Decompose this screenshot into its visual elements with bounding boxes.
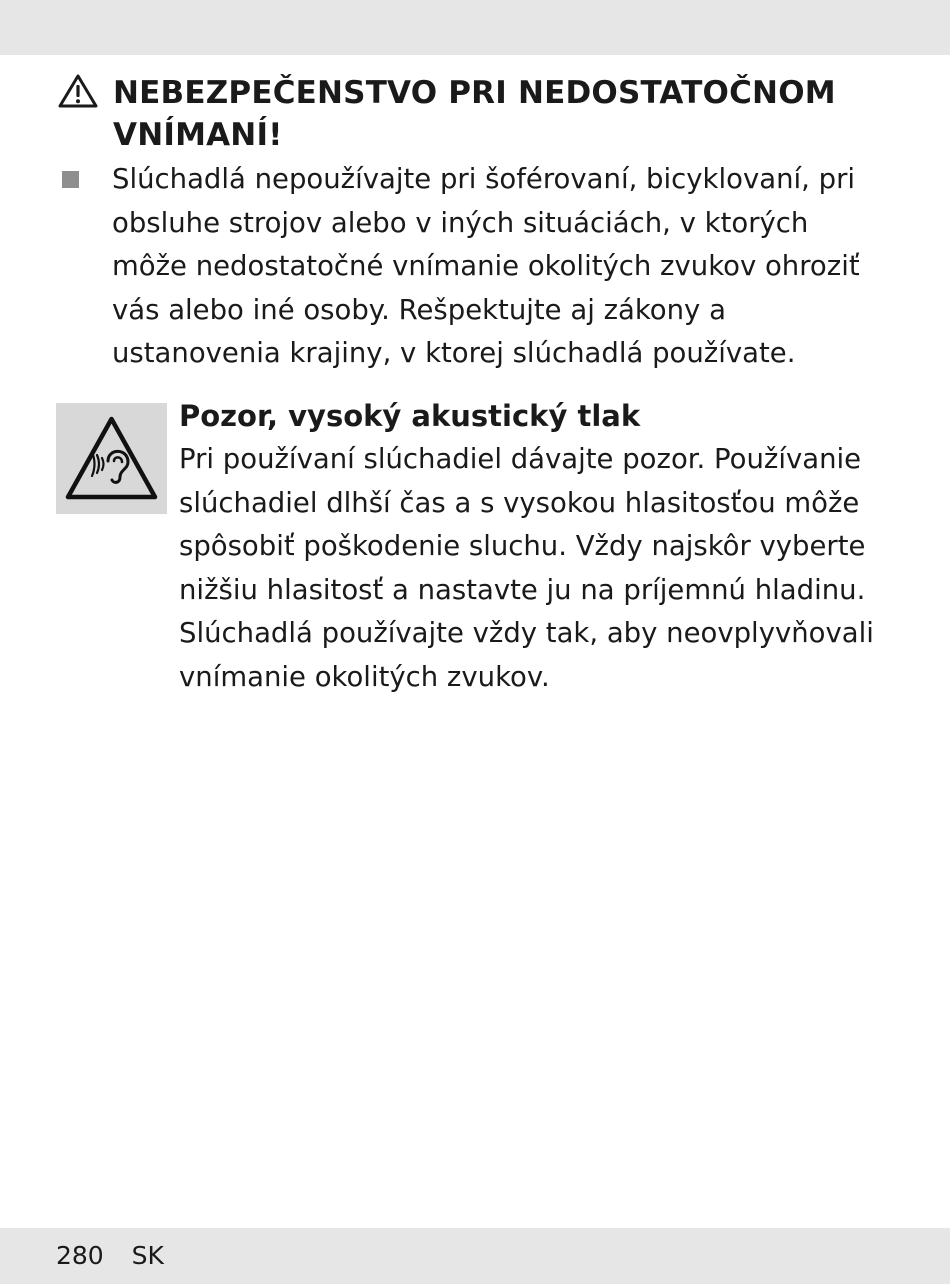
notice-icon-box (56, 403, 167, 514)
warning-title: NEBEZPEČENSTVO PRI NEDOSTATOČNOM VNÍMANÍ! (113, 75, 836, 153)
notice-text: Pri používaní slúchadiel dávajte pozor. Používanie slúchadiel dlhší čas a s vysokou hlasitosťou môže spôsobiť poškodenie sluchu. Vždy najskôr vyberte nižšiu hlasitosť a nastavte ju na príjemnú hladinu. Slúchadlá používajte vždy tak, aby neovplyvňovali vnímanie okolitých zvukov. (179, 443, 874, 693)
warning-heading (58, 72, 918, 156)
notice-title: Pozor, vysoký akustický tlak (179, 399, 641, 433)
bullet-square-icon (62, 171, 79, 188)
hearing-damage-warning-icon (56, 403, 167, 514)
notice-block (179, 394, 879, 699)
warning-triangle-icon (58, 74, 98, 108)
top-band (0, 0, 950, 55)
warning-bullet (62, 158, 862, 376)
warning-bullet-text: Slúchadlá nepoužívajte pri šoférovaní, bicyklovaní, pri obsluhe strojov alebo v iných situáciách, v ktorých môže nedostatočné vnímanie okolitých zvukov ohroziť vás alebo iné osoby. Rešpektujte aj zákony a ustanovenia krajiny, v ktorej slúchadlá používate. (112, 163, 860, 369)
language-code: SK (131, 1241, 164, 1270)
page-number: 280 (56, 1241, 104, 1270)
footer (56, 1240, 164, 1272)
